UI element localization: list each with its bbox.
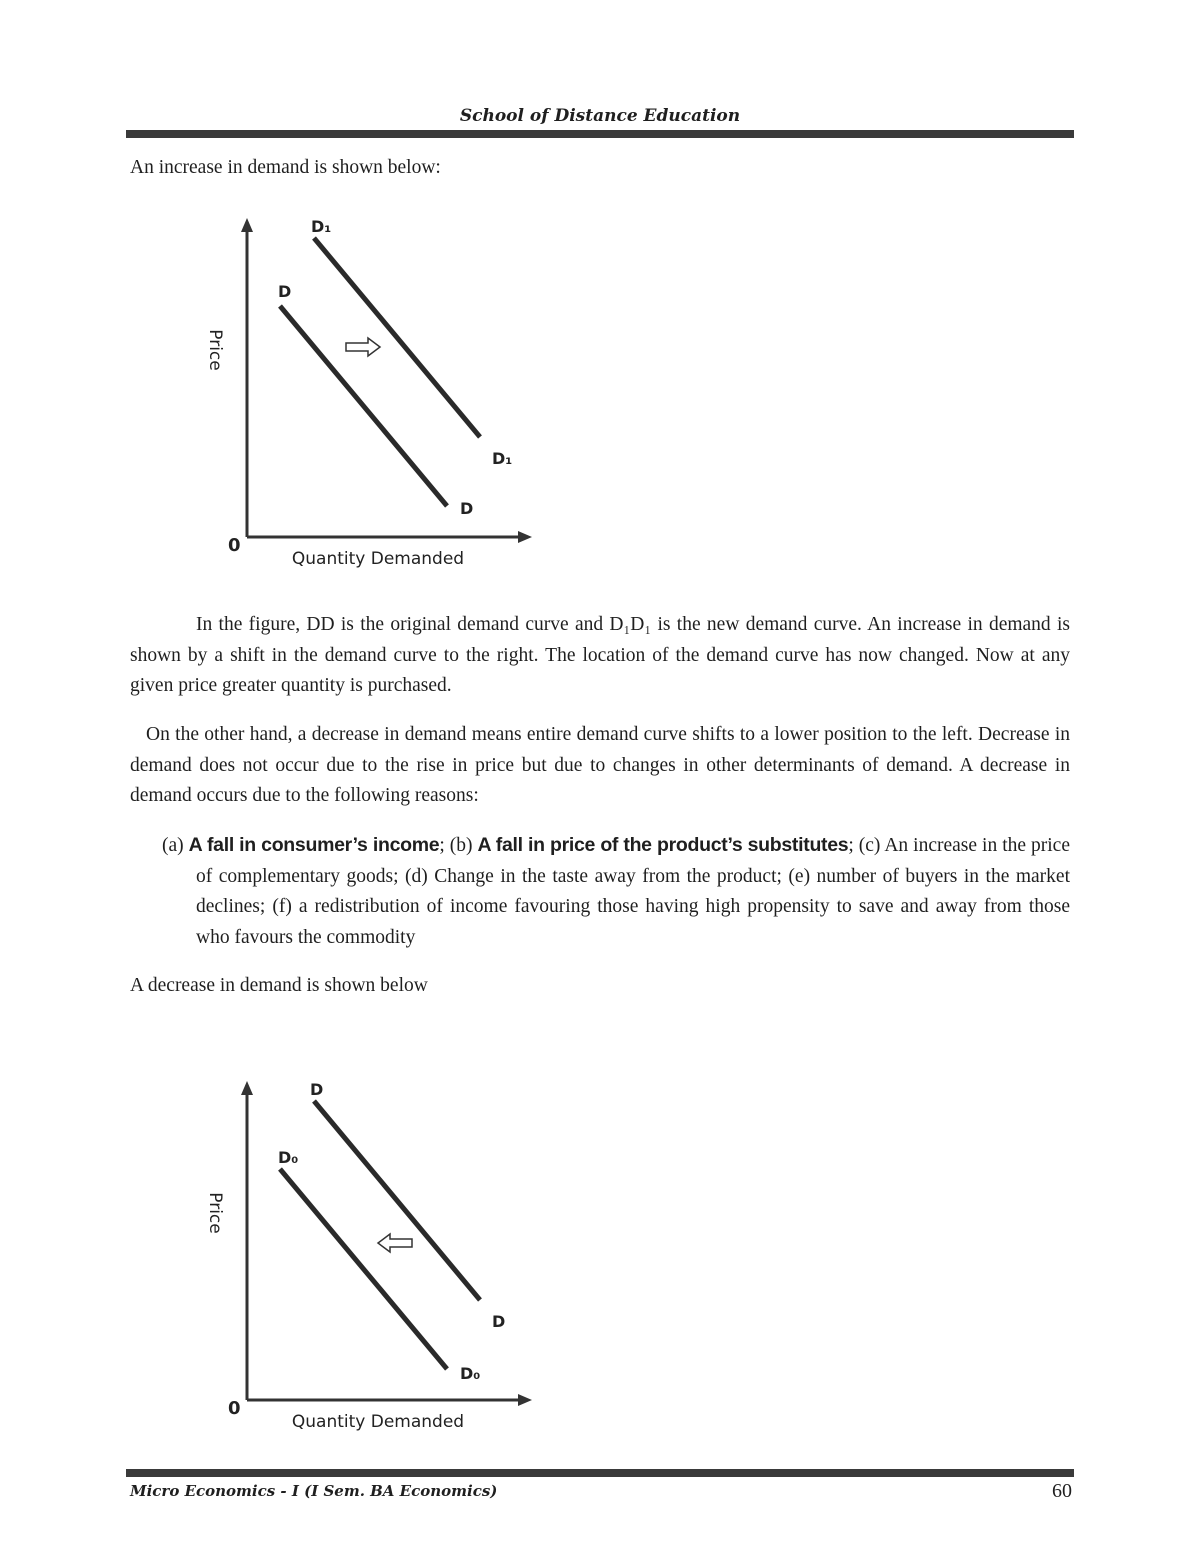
y-axis-label: Price: [205, 329, 225, 371]
new-demand-curve: [314, 238, 480, 437]
intro-increase-text: An increase in demand is shown below:: [130, 157, 441, 178]
original-curve-top-label: D: [278, 282, 292, 301]
original-demand-curve: [314, 1101, 480, 1300]
new-curve-bottom-label: D₁: [492, 449, 513, 468]
reason-b-bold: A fall in price of the product’s substitutes: [477, 834, 849, 856]
x-axis-label: Quantity Demanded: [291, 1412, 465, 1432]
page-number: 60: [1052, 1480, 1072, 1502]
y-axis-arrowhead: [241, 1081, 253, 1095]
x-axis-arrowhead: [518, 531, 532, 543]
new-demand-curve: [280, 1169, 447, 1369]
x-axis-label: Quantity Demanded: [291, 549, 465, 569]
x-axis-arrowhead: [518, 1394, 532, 1406]
increase-demand-figure: [190, 210, 550, 580]
reason-a-label: (a): [162, 835, 189, 856]
shift-right-arrow: [346, 338, 380, 356]
new-curve-top-label: D₀: [278, 1148, 299, 1167]
reason-a-bold: A fall in consumer’s income: [188, 834, 440, 856]
original-demand-curve: [280, 306, 447, 506]
reason-b-label: ; (b): [439, 835, 478, 856]
reasons-rest: ; (c) An increase in the price of complementary goods; (d) Change in the taste away from the product; (e) number of buyers in the market declines; (f) a redistribution of income favouring those having high propensity to save and away from those who favours the commodity: [196, 835, 1070, 948]
y-axis-arrowhead: [241, 218, 253, 232]
y-axis-label: Price: [205, 1192, 225, 1234]
original-curve-bottom-label: D: [460, 499, 474, 518]
origin-label: 0: [228, 1398, 241, 1419]
increase-explanation-paragraph: In the figure, DD is the original demand curve and D₁D₁ is the new demand curve. An increase in demand is shown by a shift in the demand curve to the right. The location of the demand curve has now changed. Now at any given price greater quantity is purchased.: [130, 614, 1070, 696]
origin-label: 0: [228, 535, 241, 556]
original-curve-bottom-label: D: [492, 1312, 506, 1331]
intro-decrease-text: A decrease in demand is shown below: [130, 975, 428, 996]
original-curve-top-label: D: [310, 1080, 324, 1099]
new-curve-top-label: D₁: [311, 217, 332, 236]
shift-left-arrow: [378, 1234, 412, 1252]
footer-rule: [126, 1469, 1074, 1477]
footer-course: Micro Economics - I (I Sem. BA Economics): [130, 1482, 498, 1500]
new-curve-bottom-label: D₀: [460, 1364, 481, 1383]
decrease-intro-paragraph: On the other hand, a decrease in demand means entire demand curve shifts to a lower position to the left. Decrease in demand does not occur due to the rise in price but due to changes in other determinants of demand. A decrease in demand occurs due to the following reasons:: [130, 724, 1070, 806]
header-title: School of Distance Education: [459, 106, 741, 126]
header-rule: [126, 130, 1074, 138]
reasons-list: [162, 830, 1070, 953]
decrease-demand-figure: [190, 1073, 550, 1443]
